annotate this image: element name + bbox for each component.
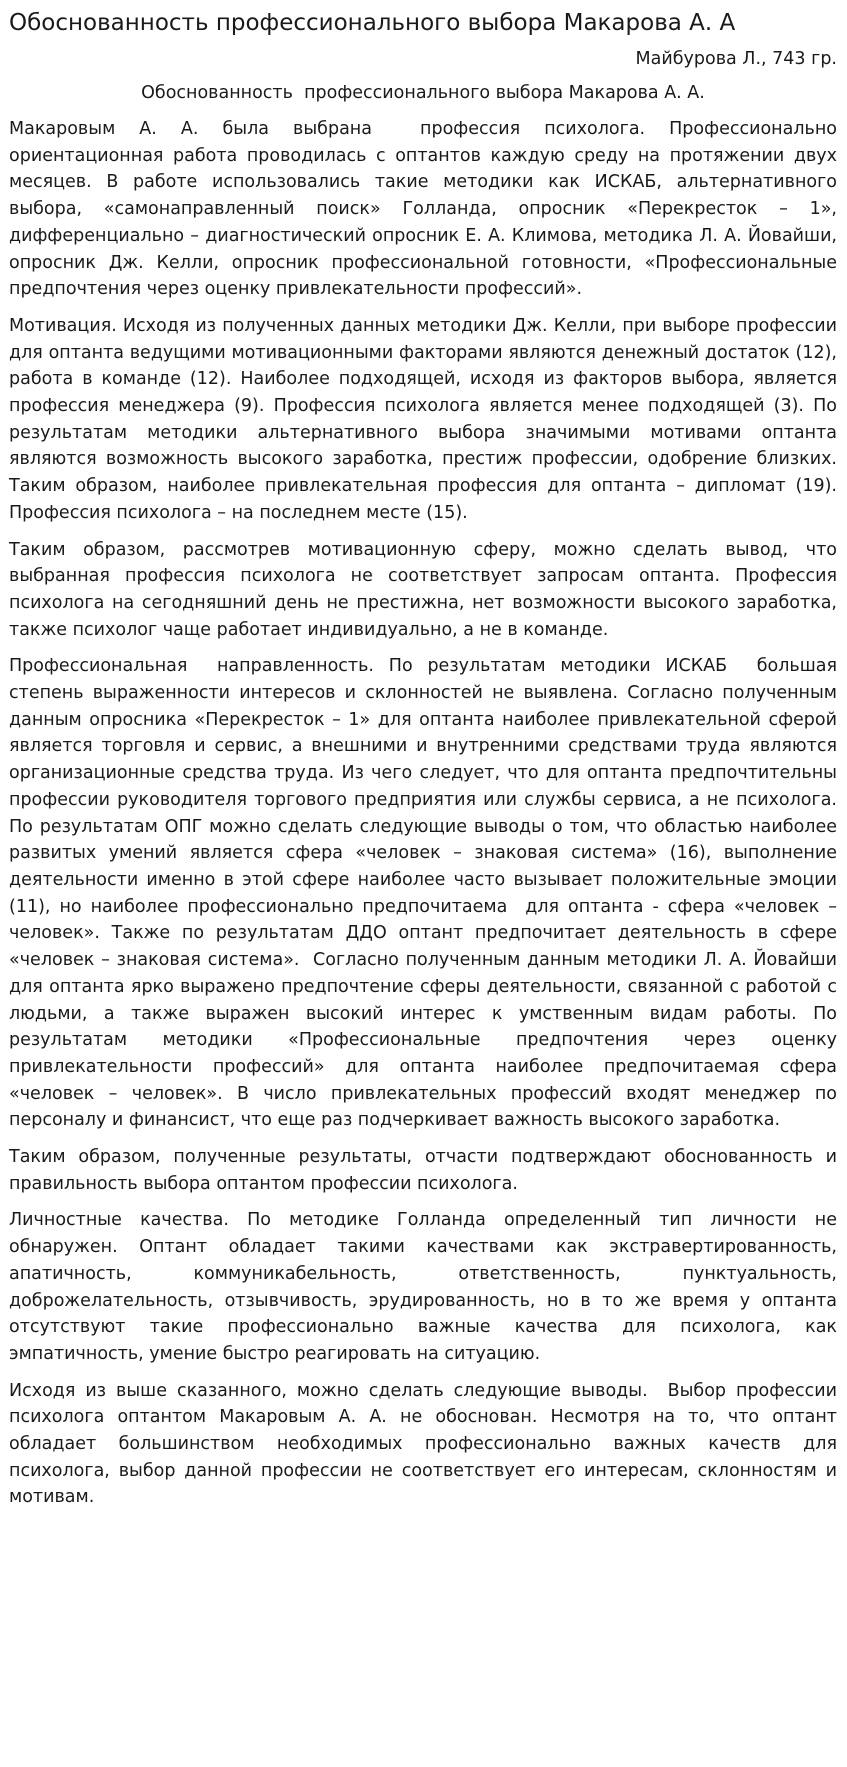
paragraph-final-conclusion: Исходя из выше сказанного, можно сделать следующие выводы. Выбор профессии психолога оптантом Макаровым А. А. не обоснован. Несмотря на то, что оптант обладает большинством необходимых профессионально важных качеств для психолога, выбор данной профессии не соответствует его интересам, склонностям и мотивам. [9, 1380, 843, 1508]
document-subtitle: Обоснованность профессионального выбора Макарова А. А. [141, 83, 705, 103]
page-title: Обоснованность профессионального выбора Макарова А. А [9, 10, 736, 36]
paragraph-professional-orientation: Профессиональная направленность. По результатам методики ИСКАБ большая степень выраженности интересов и склонностей не выявлена. Согласно полученным данным опросника «Перекресток – 1» для оптанта наиболее привлекательной сферой является торговля и сервис, а внешними и внутренними средствами труда являются организационные средства труда. Из чего следует, что для оптанта предпочтительны профессии руководителя торгового предприятия или службы сервиса, а не психолога. По результатам ОПГ можно сделать следующие выводы о том, что областью наиболее развитых умений является сфера «человек – знаковая система» (16), выполнение деятельности именно в этой сфере наиболее часто вызывает положительные эмоции (11), но наиболее профессионально предпочитаема для оптанта - сфера «человек – человек». Также по результатам ДДО оптант предпочитает деятельность в сфере «человек – знаковая система». Согласно полученным данным методики Л. А. Йовайши для оптанта ярко выражено предпочтение сферы деятельности, связанной с работой с людьми, а также выражен высокий интерес к умственным видам работы. По результатам методики «Профессиональные предпочтения через оценку привлекательности профессий» для оптанта наиболее предпочитаемая сфера «человек – человек». В число привлекательных профессий входят менеджер по персоналу и финансист, что еще раз подчеркивает важность высокого заработка. [9, 656, 843, 1131]
paragraph-intro: Макаровым А. А. была выбрана профессия психолога. Профессионально ориентационная работа проводилась с оптантов каждую среду на протяжении двух месяцев. В работе использовались такие методики как ИСКАБ, альтернативного выбора, «самонаправленный поиск» Голланда, опросник «Перекресток – 1», дифференциально – диагностический опросник Е. А. Климова, методика Л. А. Йовайши, опросник Дж. Келли, опросник профессиональной готовности, «Профессиональные предпочтения через оценку привлекательности профессий». [9, 119, 843, 300]
paragraph-orientation-conclusion: Таким образом, полученные результаты, отчасти подтверждают обоснованность и правильность выбора оптантом профессии психолога. [9, 1147, 843, 1194]
paragraph-personal-qualities: Личностные качества. По методике Голланда определенный тип личности не обнаружен. Оптант обладает такими качествами как экстравертированность, апатичность, коммуникабельность, ответственность, пунктуальность, доброжелательность, отзывчивость, эрудированность, но в то же время у оптанта отсутствуют такие профессионально важные качества для психолога, как эмпатичность, умение быстро реагировать на ситуацию. [9, 1210, 843, 1364]
paragraph-motivation-conclusion: Таким образом, рассмотрев мотивационную сферу, можно сделать вывод, что выбранная профессия психолога не соответствует запросам оптанта. Профессия психолога на сегодняшний день не престижна, нет возможности высокого заработка, также психолог чаще работает индивидуально, а не в команде. [9, 539, 843, 640]
paragraph-motivation: Мотивация. Исходя из полученных данных методики Дж. Келли, при выборе профессии для оптанта ведущими мотивационными факторами являются денежный достаток (12), работа в команде (12). Наиболее подходящей, исходя из факторов выбора, является профессия менеджера (9). Профессия психолога является менее подходящей (3). По результатам методики альтернативного выбора значимыми мотивами оптанта являются возможность высокого заработка, престиж профессии, одобрение близких. Таким образом, наиболее привлекательная профессия для оптанта – дипломат (19). Профессия психолога – на последнем месте (15). [9, 315, 843, 523]
author-line: Майбурова Л., 743 гр. [635, 49, 837, 69]
